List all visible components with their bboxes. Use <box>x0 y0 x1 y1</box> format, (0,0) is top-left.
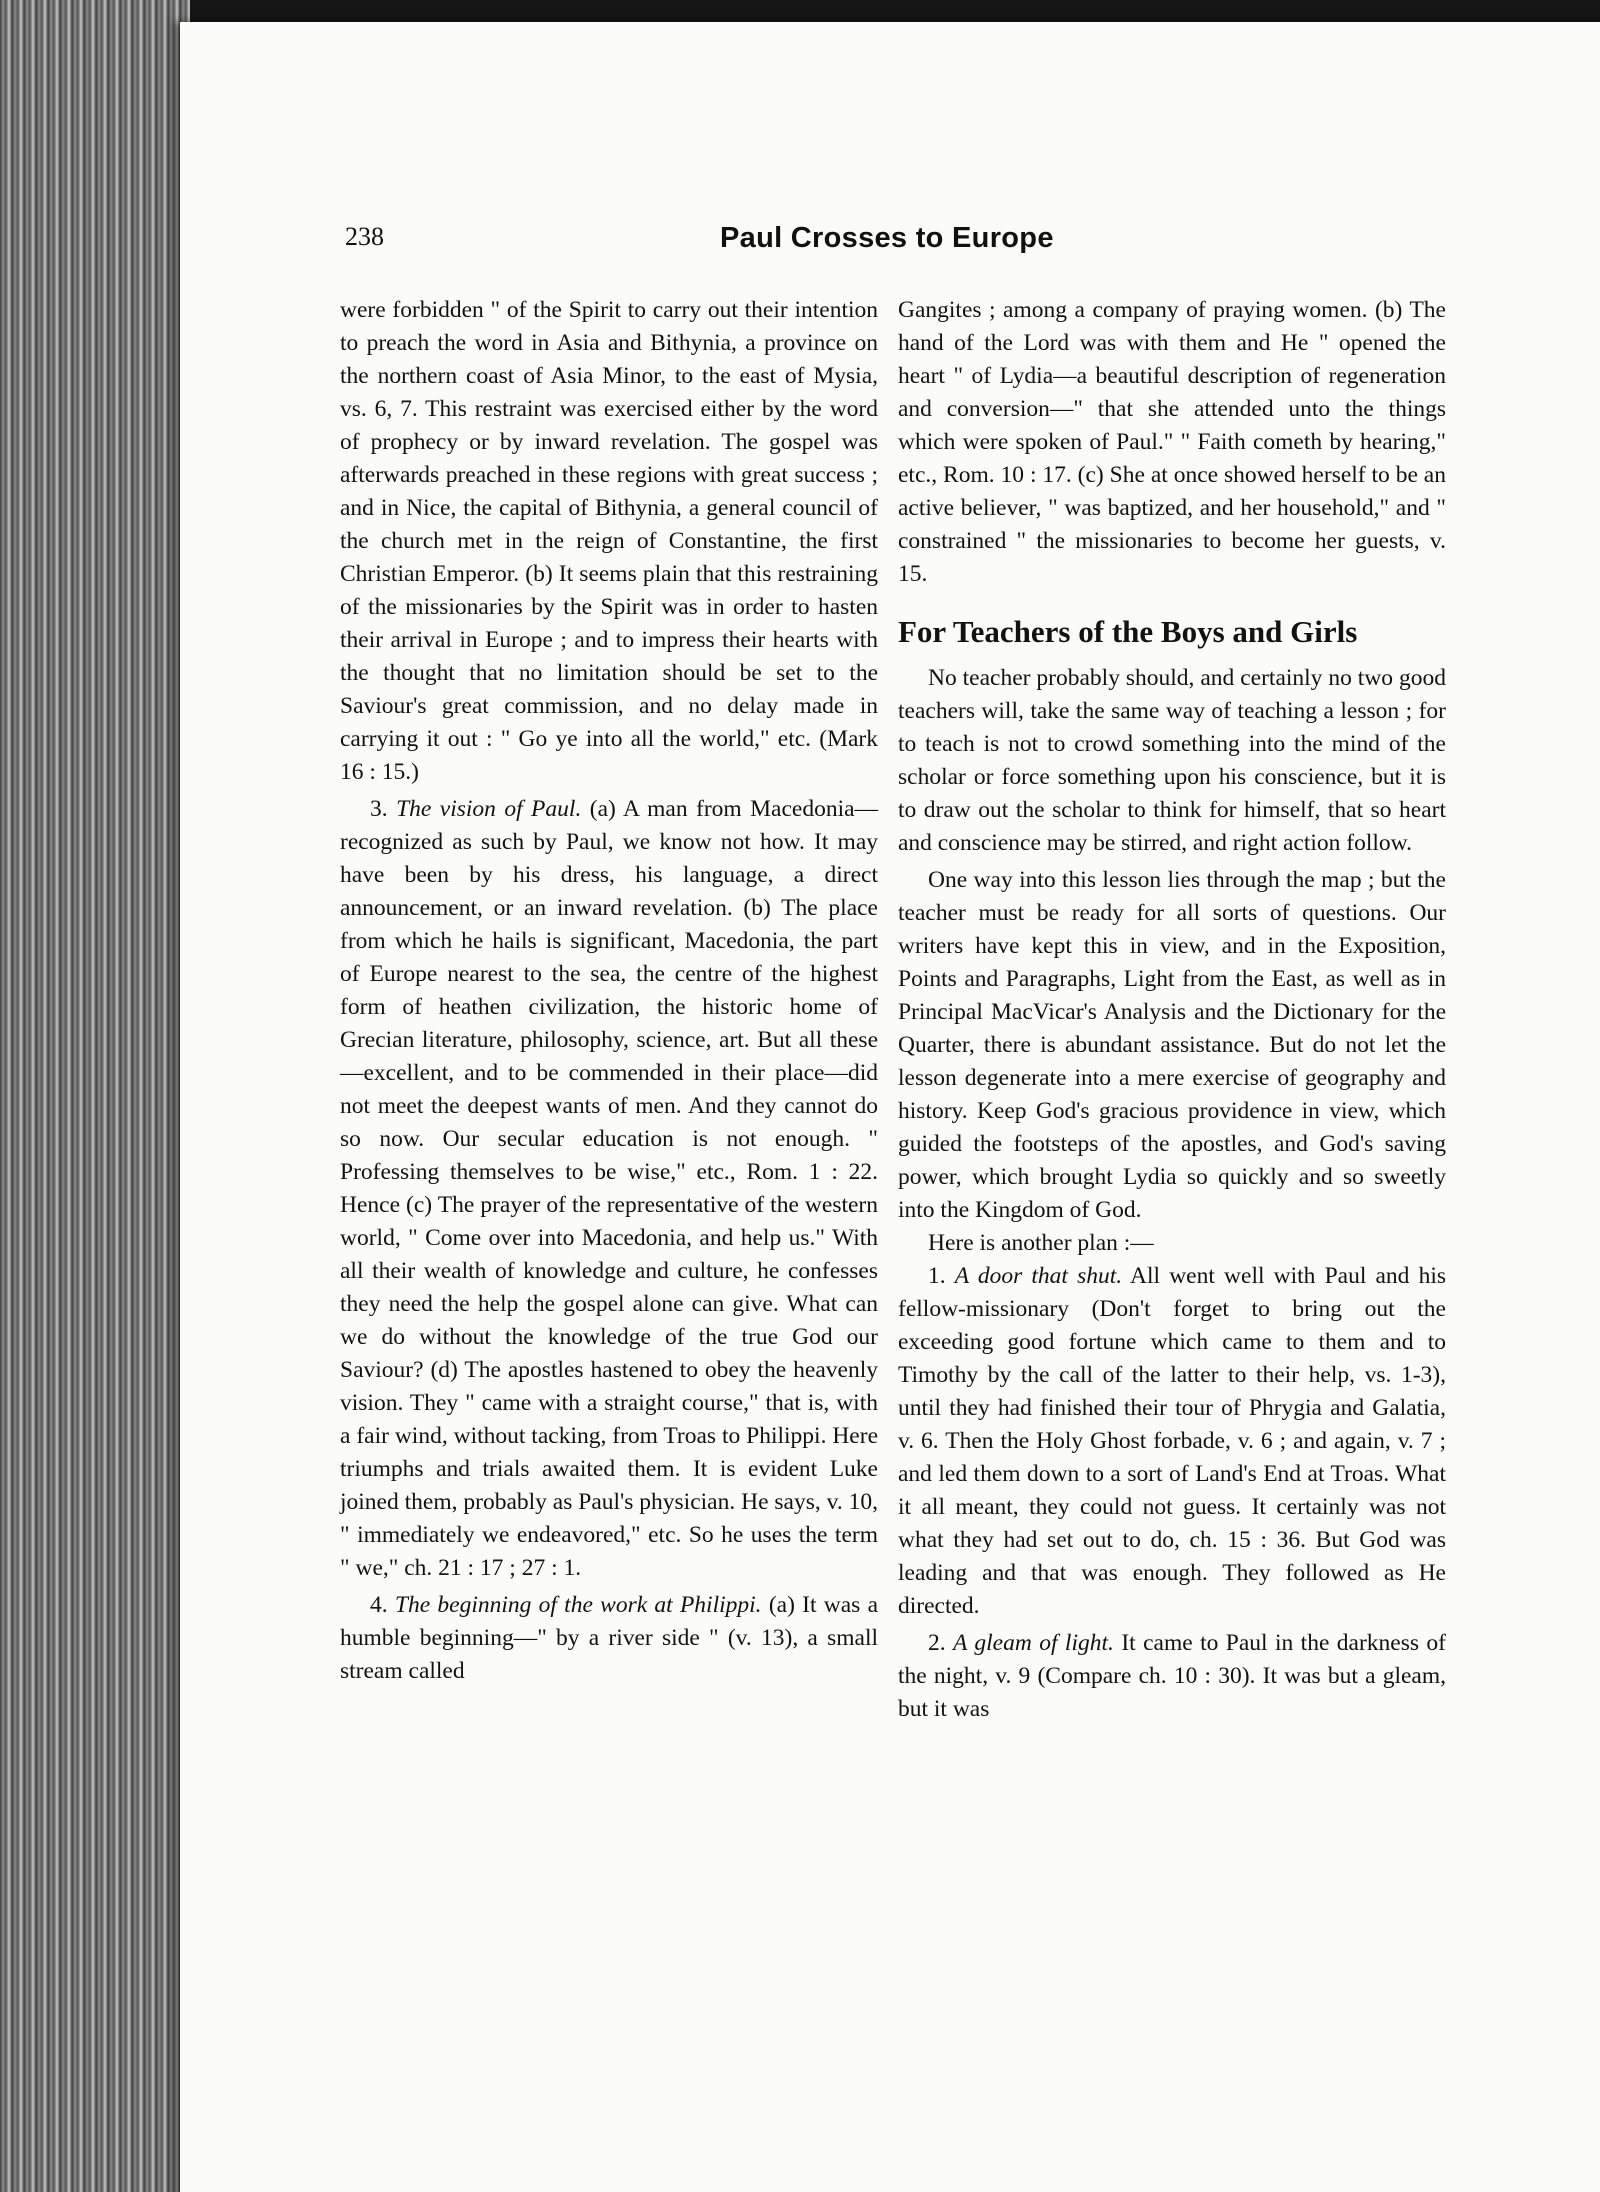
item-title: The beginning of the work at Philippi. <box>394 1592 762 1618</box>
left-paragraph-beginning <box>340 1589 878 1688</box>
right-paragraph-1: Gangites ; among a company of praying women. (b) The hand of the Lord was with them and He " opened the heart " of Lydia—a beautiful description of regeneration and conversion—" that she attended unto the things which were spoken of Paul." " Faith cometh by hearing," etc., Rom. 10 : 17. (c) She at once showed herself to be an active believer, " was baptized, and her household," and " constrained " the missionaries to become her guests, v. 15. <box>898 297 1446 587</box>
right-paragraph-gleam <box>898 1627 1446 1726</box>
left-paragraph-vision <box>340 793 878 1585</box>
item-title: A door that shut. <box>954 1263 1123 1289</box>
page-number: 238 <box>345 222 384 251</box>
item-body: It came to Paul in the darkness of the night, v. 9 (Compare ch. 10 : 30). It was but a gleam, but it was <box>898 1630 1447 1722</box>
item-number: 2. <box>928 1630 946 1656</box>
section-heading: For Teachers of the Boys and Girls <box>898 614 1358 649</box>
item-number: 3. <box>370 796 388 822</box>
right-column <box>898 294 1446 1726</box>
item-body: All went well with Paul and his fellow-missionary (Don't forget to bring out the exceeding good fortune which came to them and to Timothy by the call of the latter to their help, vs. 1-3), until they had finished their tour of Phrygia and Galatia, v. 6. Then the Holy Ghost forbade, v. 6 ; and again, v. 7 ; and led them down to a sort of Land's End at Troas. What it all meant, they could not guess. It certainly was not what they had set out to do, ch. 15 : 36. But God was leading and that was enough. They followed as He directed. <box>898 1263 1446 1619</box>
item-body: (a) A man from Macedonia—recognized as such by Paul, we know not how. It may have been by his dress, his language, a direct announcement, or an inward revelation. (b) The place from which he hails is significant, Macedonia, the part of Europe nearest to the sea, the centre of the highest form of heathen civilization, the historic home of Grecian literature, philosophy, science, art. But all these—excellent, and to be commended in their place—did not meet the deepest wants of men. And they cannot do so now. Our secular education is not enough. " Professing themselves to be wise," etc., Rom. 1 : 22. Hence (c) The prayer of the representative of the western world, " Come over into Macedonia, and help us." With all their wealth of knowledge and culture, he confesses they need the help the gospel alone can give. What can we do without the knowledge of the true God our Saviour? (d) The apostles hastened to obey the heavenly vision. They " came with a straight course," that is, with a fair wind, without tacking, from Troas to Philippi. Here triumphs and trials awaited them. It is evident Luke joined them, probably as Paul's physician. He says, v. 10, " immediately we endeavored," etc. So he uses the term " we," ch. 21 : 17 ; 27 : 1. <box>340 796 879 1581</box>
running-head: Paul Crosses to Europe <box>720 222 1054 254</box>
right-paragraph-4: Here is another plan :— <box>928 1230 1154 1256</box>
book-page-edges <box>0 0 190 2192</box>
item-body: (a) It was a humble beginning—" by a river side " (v. 13), a small stream called <box>340 1592 879 1684</box>
item-number: 1. <box>928 1263 946 1289</box>
right-paragraph-2: No teacher probably should, and certainly no two good teachers will, take the same way of teaching a lesson ; for to teach is not to crowd something into the mind of the scholar or force something upon his conscience, but it is to draw out the scholar to think for himself, that so heart and conscience may be stirred, and right action follow. <box>898 665 1446 856</box>
right-paragraph-door <box>898 1260 1446 1623</box>
right-paragraph-3: One way into this lesson lies through the map ; but the teacher must be ready for all sorts of questions. Our writers have kept this in view, and in the Exposition, Points and Paragraphs, Light from the East, as well as in Principal MacVicar's Analysis and the Dictionary for the Quarter, there is abundant assistance. But do not let the lesson degenerate into a mere exercise of geography and history. Keep God's gracious providence in view, which guided the footsteps of the apostles, and God's saving power, which brought Lydia so quickly and so sweetly into the Kingdom of God. <box>898 867 1446 1223</box>
item-title: The vision of Paul. <box>396 796 582 822</box>
item-number: 4. <box>370 1592 388 1618</box>
left-column <box>340 294 878 1688</box>
left-paragraph-1: were forbidden " of the Spirit to carry out their intention to preach the word in Asia and Bithynia, a province on the northern coast of Asia Minor, to the east of Mysia, vs. 6, 7. This restraint was exercised either by the word of prophecy or by inward revelation. The gospel was afterwards preached in these regions with great success ; and in Nice, the capital of Bithynia, a general council of the church met in the reign of Constantine, the first Christian Emperor. (b) It seems plain that this restraining of the missionaries by the Spirit was in order to hasten their arrival in Europe ; and to impress their hearts with the thought that no limitation should be set to the Saviour's great commission, and no delay made in carrying it out : " Go ye into all the world," etc. (Mark 16 : 15.) <box>340 297 878 785</box>
item-title: A gleam of light. <box>953 1630 1114 1656</box>
